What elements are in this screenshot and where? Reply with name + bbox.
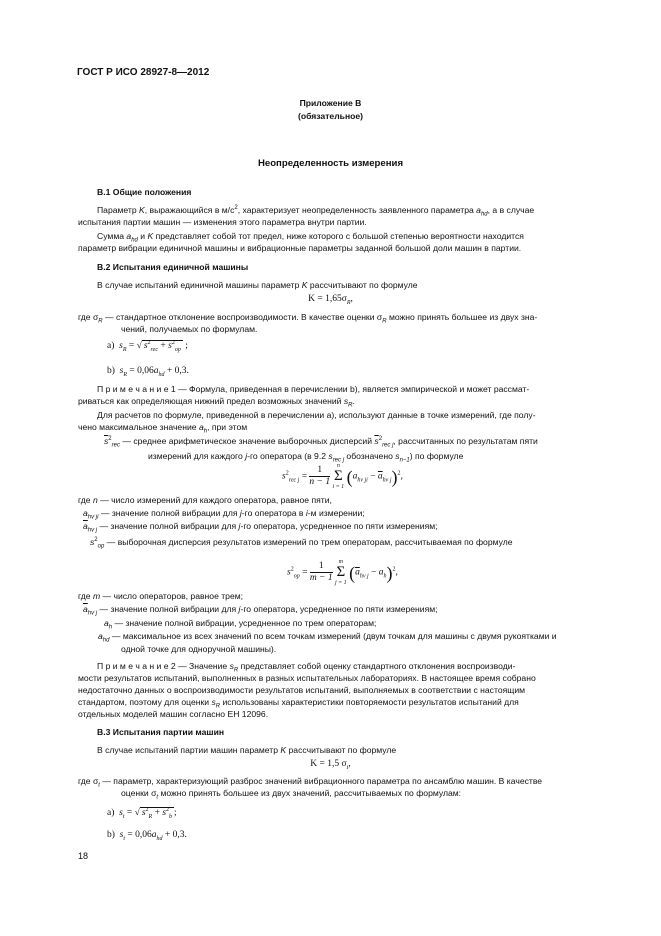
note-2: П р и м е ч а н и е 2 — Значение $s_R$ представляет собой оценку стандартного отклонения воспроизводи- [97, 661, 516, 674]
note-1: П р и м е ч а н и е 1 — Формула, приведенная в перечислении b), является эмпирической и может рассмат- [97, 384, 530, 394]
paragraph-line: стандартом, поэтому для оценки $s_R$ использованы характеристики повторяемости результатов испытаний для [78, 697, 519, 710]
section-heading-b3: В.3 Испытания партии машин [97, 727, 225, 737]
definition-s-rec: $\overline{s}^2_{rec}$ — среднее арифметическое значение выборочных дисперсий $\overline{s}^2_{rec j}$, рассчитанных по результатам пяти [104, 436, 538, 449]
paragraph-line: где $\sigma_t$ — параметр, характеризующий разброс значений вибрационного параметра по ансамблю машин. В качестве [78, 776, 543, 789]
document-id: ГОСТ Р ИСО 28927-8—2012 [77, 67, 210, 78]
paragraph-line: чений, получаемых по формулам. [121, 324, 258, 334]
paragraph-line: измерений для каждого j-го оператора (в 9.2 $s_{rec j}$ обозначено $s_{n-1}$) по формуле [148, 451, 464, 464]
paragraph-line: Для расчетов по формуле, приведенной в перечислении а), используют данные в точке измерений, где полу- [97, 410, 536, 420]
formula-k-batch: K = 1,5 $\sigma_t$, [310, 759, 351, 771]
paragraph-line: мости результатов испытаний, выполненных в разных испытательных лабораториях. В настоящее время собрано [78, 673, 536, 683]
section-heading-b1: В.1 Общие положения [97, 187, 192, 197]
definition-a-h: $a_h$ — значение полной вибрации, усредненное по трем операторам; [104, 618, 377, 631]
main-title: Неопределенность измерения [257, 158, 404, 169]
section-heading-b2: В.2 Испытания единичной машины [97, 262, 249, 272]
formula-tb: b) $s_t = 0,06a_{hd} + 0,3$. [107, 830, 187, 842]
paragraph-line: испытания партии машин — изменения этого параметра внутри партии. [78, 217, 367, 227]
paragraph-line: В случае испытаний единичной машины параметр K рассчитывают по формуле [97, 280, 418, 290]
definition-m: где m — число операторов, равное трем; [78, 591, 244, 601]
definition-a-hvj: $\overline{a}_{hv j}$ — значение полной вибрации для j-го оператора, усредненное по пяти измерениям; [83, 521, 438, 534]
annex-title: Приложение В [299, 98, 362, 108]
paragraph-line: Сумма $a_{hd}$ и K представляет собой тот предел, ниже которого с большой степенью вероятности находится [97, 231, 524, 244]
paragraph-line: чено максимальное значение $a_h$, при этом [78, 422, 248, 435]
formula-a: a) $s_R$ = √ $s^2_{rec} + s^2_{op}$ ; [107, 339, 188, 353]
paragraph-line: оценки $\sigma_t$ можно принять большее из двух значений, рассчитываемых по формулам: [121, 788, 462, 801]
paragraph-line: отдельных моделей машин согласно ЕН 12096. [78, 709, 269, 719]
paragraph-line: Параметр K, выражающийся в $м/с^2$, характеризует неопределенность заявленного параметра $a_{hd}$, а в случае [97, 205, 535, 218]
paragraph-line: В случае испытаний партии машин параметр K рассчитывают по формуле [97, 745, 397, 755]
paragraph-line: недостаточно данных о воспроизводимости результатов испытаний, выполняемых в соответствии с настоящим [78, 685, 526, 695]
definition-a-hd: $a_{hd}$ — максимальное из всех значений по всем точкам измерений (двум точкам для машины с двумя рукоятками и [98, 631, 557, 644]
annex-status: (обязательное) [297, 111, 364, 121]
definition-a-hvj-2: $\overline{a}_{hv j}$ — значение полной вибрации для j-го оператора, усредненное по пяти измерениям; [83, 604, 438, 617]
formula-s-op: $s^2_{op}$ = $\frac{1}{m - 1}$ m Σ j = 1 $(\overline{a}_{hv j} - a_h)^2$, [287, 559, 398, 586]
page-number: 18 [78, 851, 89, 861]
formula-ta: a) $s_t$ = √ $s^2_R + s^2_b$ ; [107, 806, 177, 820]
paragraph-line: одной точке для одноручной машины). [121, 644, 277, 654]
formula-k-single: $K = 1,65\sigma_R$, [308, 294, 353, 306]
formula-b: b) $s_R = 0,06a_{hd} + 0,3$. [107, 366, 189, 378]
paragraph-line: параметр вибрации единичной машины и вибрационные параметры заданной большой доли машин в партии. [78, 243, 522, 253]
definition-a-hvji: $a_{hv ji}$ — значение полной вибрации для j-го оператора в i-м измерении; [83, 508, 365, 521]
formula-s-rec-j: $s^2_{rec j}$ = $\frac{1}{n - 1}$ n Σ i = 1 $(a_{hv ji} - \overline{a}_{hv j})^2$, [282, 463, 403, 490]
definition-n: где n — число измерений для каждого оператора, равное пяти, [78, 495, 332, 505]
paragraph-line: где $\sigma_R$ — стандартное отклонение воспроизводимости. В качестве оценки $\sigma_R$ можно принять большее из двух зна- [78, 312, 538, 325]
definition-s-op: $s^2_{op}$ — выборочная дисперсия результатов измерений по трем операторам, рассчитываемая по формуле [90, 537, 513, 550]
paragraph-line: риваться как определяющая нижний предел возможных значений $s_R$. [78, 396, 355, 409]
